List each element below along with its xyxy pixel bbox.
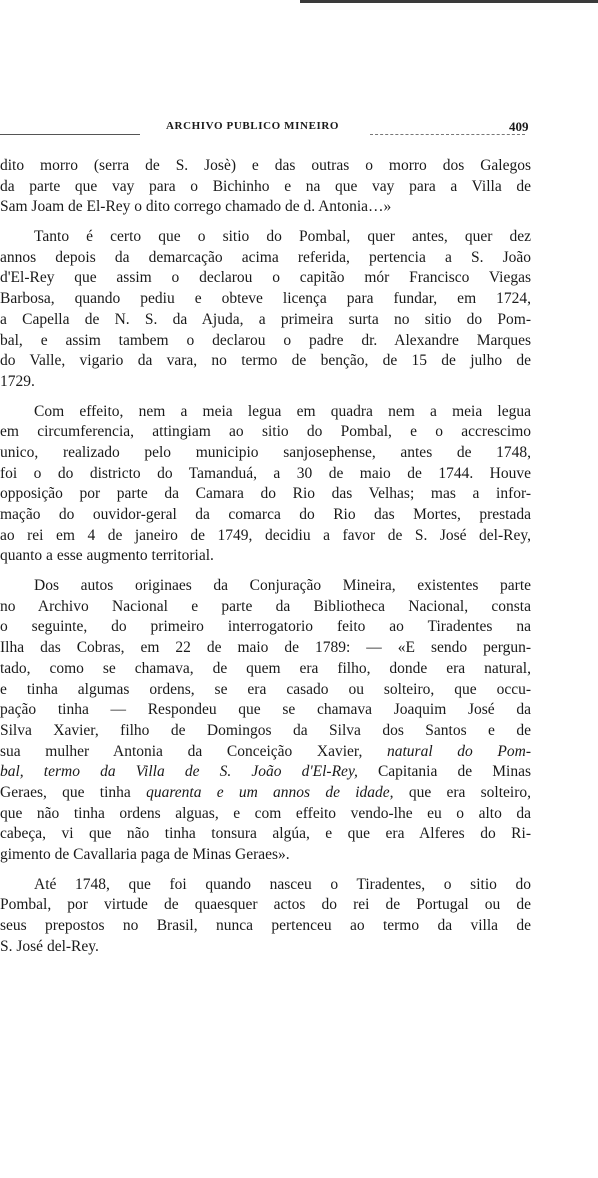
text-line [0,484,531,505]
text-line [0,372,531,393]
line-text: Dos autos originaes da Conjuração Mineira, existentes parte [34,577,531,595]
text-line [0,576,531,597]
line-text: da parte que vay para o Bichinho e na que vay para a Villa de [0,177,531,195]
line-text: Capitania de Minas [377,763,531,781]
line-text: foi o do districto do Tamanduá, a 30 de maio de 1744. Houve [0,464,531,482]
line-text: tado, como se chamava, de quem era filho, donde era natural, [0,659,531,677]
italic-text: bal, termo da Villa de S. João d'El-Rey, [0,763,358,781]
text-line [0,546,531,567]
paragraph-gap [0,393,531,402]
text-line [0,742,531,763]
line-text: sua mulher Antonia da Conceição Xavier, [0,742,363,760]
paragraph-gap [0,567,531,576]
line-text: unico, realizado pelo municipio sanjosephense, antes de 1748, [0,443,531,461]
line-text: pação tinha — Respondeu que se chamava Joaquim José da [0,701,531,719]
line-text: o seguinte, do primeiro interrogatorio feito ao Tiradentes na [0,618,531,636]
line-text: que era solteiro, [408,783,531,801]
line-text: quanto a esse augmento territorial. [0,547,214,565]
header-rule-left [0,134,140,135]
italic-text: natural do Pom- [387,742,531,760]
text-line [0,422,531,443]
text-line [0,289,531,310]
text-line [0,845,531,866]
text-line [0,783,531,804]
text-line [0,197,531,218]
italic-text: quarenta e um annos de idade, [146,783,394,801]
text-line [0,638,531,659]
text-line [0,177,531,198]
paragraph-gap [0,218,531,227]
line-text: S. José del-Rey. [0,937,99,955]
scan-edge-top [300,0,598,3]
line-text: Pombal, por virtude de quaesquer actos do rei de Portugal ou de [0,896,531,914]
line-text: a Capella de N. S. da Ajuda, a primeira surta no sitio do Pom- [0,310,531,328]
line-text: bal, e assim tambem o declarou o padre dr. Alexandre Marques [0,331,531,349]
text-line [0,156,531,177]
body-text [0,156,531,957]
line-text: Com effeito, nem a meia legua em quadra nem a meia legua [34,402,531,420]
paragraph [0,875,531,958]
text-line [0,248,531,269]
line-text: cabeça, vi que não tinha tonsura algúa, e que era Alferes do Ri- [0,825,531,843]
line-text: e tinha algumas ordens, se era casado ou solteiro, que occu- [0,680,531,698]
text-line [0,700,531,721]
header-rule-right [370,134,525,135]
text-line [0,804,531,825]
paragraph [0,156,531,218]
text-line [0,505,531,526]
line-text: no Archivo Nacional e parte da Bibliotheca Nacional, consta [0,597,531,615]
paragraph [0,402,531,568]
text-line [0,443,531,464]
running-title: ARCHIVO PUBLICO MINEIRO [166,120,340,132]
text-line [0,680,531,701]
text-line [0,937,531,958]
text-line [0,227,531,248]
text-line [0,659,531,680]
text-line [0,402,531,423]
text-line [0,526,531,547]
line-text: d'El-Rey que assim o declarou o capitão mór Francisco Viegas [0,269,531,287]
paragraph [0,576,531,866]
text-line [0,824,531,845]
text-line [0,597,531,618]
text-line [0,895,531,916]
text-line [0,875,531,896]
line-text: 1729. [0,372,35,390]
line-text: Sam Joam de El-Rey o dito corrego chamado de d. Antonia…» [0,198,392,216]
line-text: dito morro (serra de S. Josè) e das outras o morro dos Galegos [0,157,531,174]
text-line [0,310,531,331]
line-text: Ilha das Cobras, em 22 de maio de 1789: — «E sendo pergun- [0,639,531,657]
text-line [0,464,531,485]
text-line [0,762,531,783]
line-text: Tanto é certo que o sitio do Pombal, quer antes, quer dez [34,228,531,246]
text-line [0,268,531,289]
line-text: do Valle, vigario da vara, no termo de benção, de 15 de julho de [0,352,531,370]
text-line [0,351,531,372]
paragraph [0,227,531,393]
line-text: em circumferencia, attingiam ao sitio do Pombal, e o accrescimo [0,423,531,441]
line-text: seus prepostos no Brasil, nunca pertenceu ao termo da villa de [0,917,531,935]
paragraph-gap [0,866,531,875]
line-text: Até 1748, que foi quando nasceu o Tiradentes, o sitio do [34,875,531,893]
line-text: mação do ouvidor-geral da comarca do Rio das Mortes, prestada [0,506,531,523]
page-number: 409 [509,119,529,134]
line-text: Barbosa, quando pediu e obteve licença para fundar, em 1724, [0,290,531,308]
text-line [0,617,531,638]
line-text: Geraes, que tinha [0,783,131,801]
line-text: que não tinha ordens alguas, e com effeito vendo-lhe eu o alto da [0,804,531,822]
text-line [0,721,531,742]
line-text: opposição por parte da Camara do Rio das Velhas; mas a infor- [0,485,531,503]
line-text: ao rei em 4 de janeiro de 1749, decidiu a favor de S. José del-Rey, [0,526,531,544]
text-line [0,331,531,352]
line-text: gimento de Cavallaria paga de Minas Geraes». [0,846,290,863]
running-header [0,120,598,142]
line-text: Silva Xavier, filho de Domingos da Silva dos Santos e de [0,721,531,739]
line-text: annos depois da demarcação acima referida, pertencia a S. João [0,248,531,266]
text-line [0,916,531,937]
